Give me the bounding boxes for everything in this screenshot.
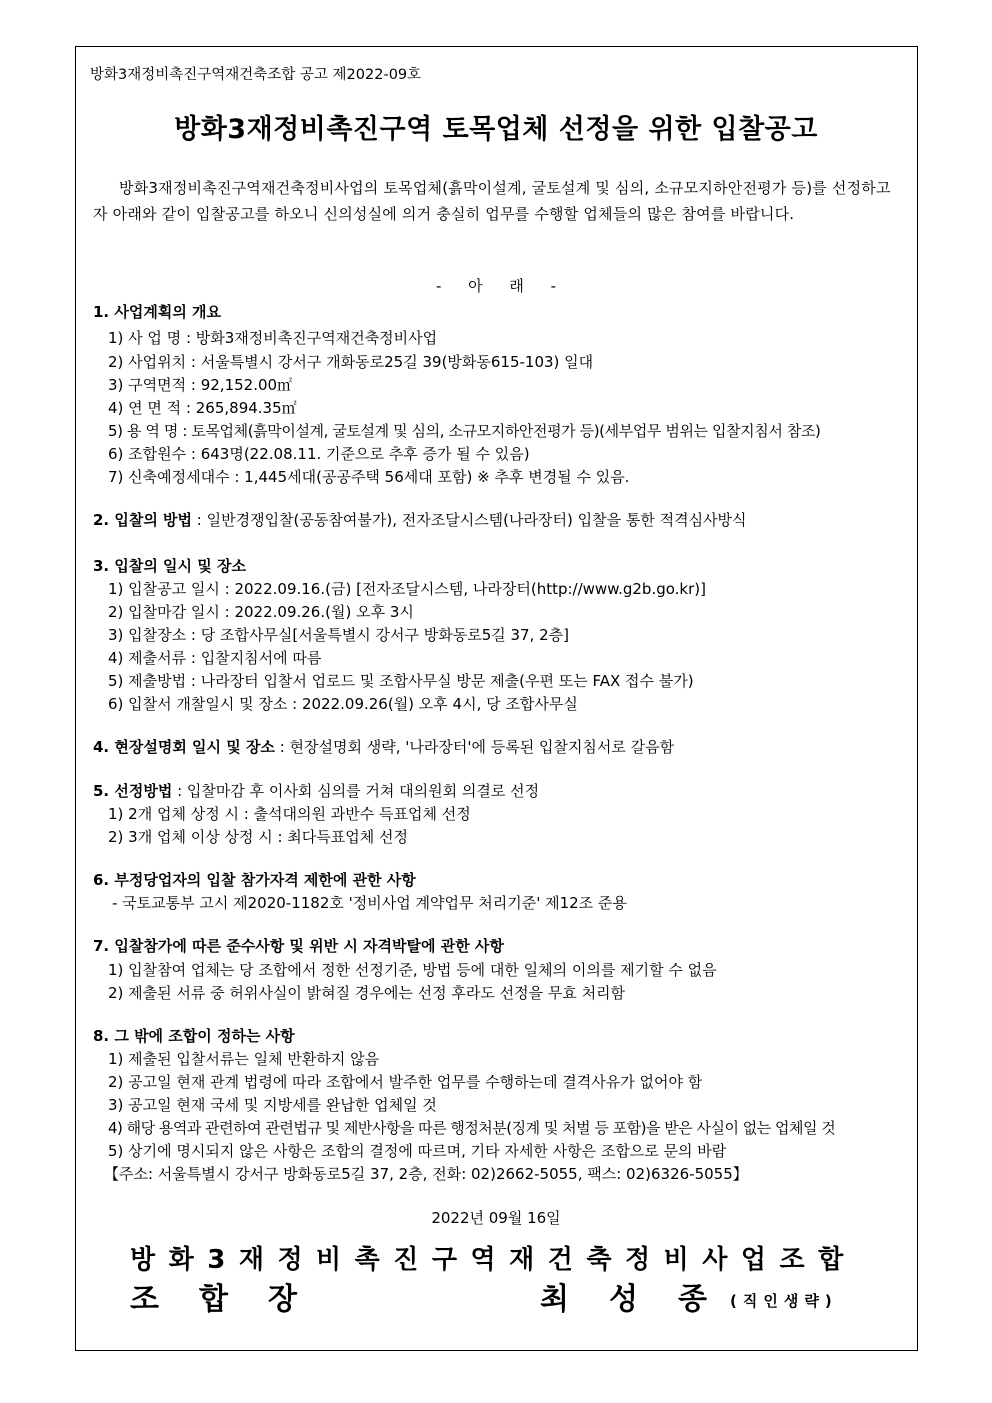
section-5-heading: 5. 선정방법 [93, 782, 173, 800]
list-item: 5) 상기에 명시되지 않은 사항은 조합의 결정에 따르며, 기타 자세한 사항은 조합으로 문의 바람 [108, 1142, 727, 1160]
list-item: 2) 공고일 현재 관계 법령에 따라 조합에서 발주한 업무를 수행하는데 결격사유가 없어야 함 [108, 1073, 703, 1091]
notice-date: 2022년 09월 16일 [431, 1209, 561, 1227]
section-5 [93, 781, 539, 801]
page-title: 방화3재정비촉진구역 토목업체 선정을 위한 입찰공고 [174, 114, 818, 145]
section-4-text: : 현장설명회 생략, '나라장터'에 등록된 입찰지침서로 갈음함 [274, 738, 675, 756]
list-item: 1) 사 업 명 : 방화3재정비촉진구역재건축정비사업 [108, 329, 438, 347]
notice-number: 방화3재정비촉진구역재건축조합 공고 제2022-09호 [90, 67, 422, 83]
list-item: 1) 제출된 입찰서류는 일체 반환하지 않음 [108, 1050, 380, 1068]
section-5-text: : 입찰마감 후 이사회 심의를 거쳐 대의원회 의결로 선정 [172, 782, 540, 800]
signature-role: 조합장 [130, 1282, 337, 1317]
section-2-heading: 2. 입찰의 방법 [93, 511, 193, 529]
list-item: 7) 신축예정세대수 : 1,445세대(공공주택 56세대 포함) ※ 추후 변경될 수 있음. [108, 468, 630, 486]
list-item: 4) 연 면 적 : 265,894.35㎡ [108, 399, 297, 417]
list-item: - 국토교통부 고시 제2020-1182호 '정비사업 계약업무 처리기준' 제12조 준용 [112, 894, 627, 912]
section-7-heading: 7. 입찰참가에 따른 준수사항 및 위반 시 자격박탈에 관한 사항 [93, 937, 504, 955]
list-item: 1) 입찰공고 일시 : 2022.09.16.(금) [전자조달시스템, 나라장터(http://www.g2b.go.kr)] [108, 580, 706, 598]
list-item: 2) 제출된 서류 중 허위사실이 밝혀질 경우에는 선정 후라도 선정을 무효 처리함 [108, 984, 626, 1002]
list-item: 5) 용 역 명 : 토목업체(흙막이설계, 굴토설계 및 심의, 소규모지하안전평가 등)(세부업무 범위는 입찰지침서 참조) [108, 422, 821, 440]
address-line: 【주소: 서울특별시 강서구 방화동로5길 37, 2층, 전화: 02)2662-5055, 팩스: 02)6326-5055】 [104, 1165, 748, 1183]
list-item: 3) 입찰장소 : 당 조합사무실[서울특별시 강서구 방화동로5길 37, 2층] [108, 626, 570, 644]
list-item: 6) 입찰서 개찰일시 및 장소 : 2022.09.26(월) 오후 4시, 당 조합사무실 [108, 695, 578, 713]
signature-name: 최성종 [540, 1282, 747, 1317]
list-item: 1) 2개 업체 상정 시 : 출석대의원 과반수 득표업체 선정 [108, 805, 471, 823]
seal-note: (직인생략) [730, 1292, 838, 1310]
list-item: 6) 조합원수 : 643명(22.08.11. 기준으로 추후 증가 될 수 있음) [108, 445, 530, 463]
section-4 [93, 737, 674, 757]
section-2-text: : 일반경쟁입찰(공동참여불가), 전자조달시스템(나라장터) 입찰을 통한 적격심사방식 [192, 511, 747, 529]
intro-paragraph: 방화3재정비촉진구역재건축정비사업의 토목업체(흙막이설계, 굴토설계 및 심의, 소규모지하안전평가 등)를 선정하고자 아래와 같이 입찰공고를 하오니 신의성실에 의거 충실히 업무를 수행할 업체들의 많은 참여를 바랍니다. [93, 179, 891, 223]
list-item: 4) 제출서류 : 입찰지침서에 따름 [108, 649, 322, 667]
section-8-heading: 8. 그 밖에 조합이 정하는 사항 [93, 1027, 295, 1045]
list-item: 4) 해당 용역과 관련하여 관련법규 및 제반사항을 따른 행정처분(징계 및 처벌 등 포함)을 받은 사실이 없는 업체일 것 [108, 1119, 836, 1137]
section-3-heading: 3. 입찰의 일시 및 장소 [93, 557, 246, 575]
section-4-heading: 4. 현장설명회 일시 및 장소 [93, 738, 275, 756]
section-1-heading: 1. 사업계획의 개요 [93, 303, 222, 321]
list-item: 3) 구역면적 : 92,152.00㎡ [108, 376, 293, 394]
list-item: 3) 공고일 현재 국세 및 지방세를 완납한 업체일 것 [108, 1096, 437, 1114]
list-item: 2) 사업위치 : 서울특별시 강서구 개화동로25길 39(방화동615-103) 일대 [108, 353, 594, 371]
list-item: 1) 입찰참여 업체는 당 조합에서 정한 선정기준, 방법 등에 대한 일체의 이의를 제기할 수 없음 [108, 961, 717, 979]
list-item: 5) 제출방법 : 나라장터 입찰서 업로드 및 조합사무실 방문 제출(우편 또는 FAX 접수 불가) [108, 672, 694, 690]
section-2 [93, 510, 747, 530]
list-item: 2) 입찰마감 일시 : 2022.09.26.(월) 오후 3시 [108, 603, 414, 621]
section-divider-label: - 아 래 - [435, 277, 557, 295]
organization-name: 방화3재정비촉진구역재건축정비사업조합 [130, 1245, 857, 1275]
section-6-heading: 6. 부정당업자의 입찰 참가자격 제한에 관한 사항 [93, 871, 416, 889]
list-item: 2) 3개 업체 이상 상정 시 : 최다득표업체 선정 [108, 828, 408, 846]
